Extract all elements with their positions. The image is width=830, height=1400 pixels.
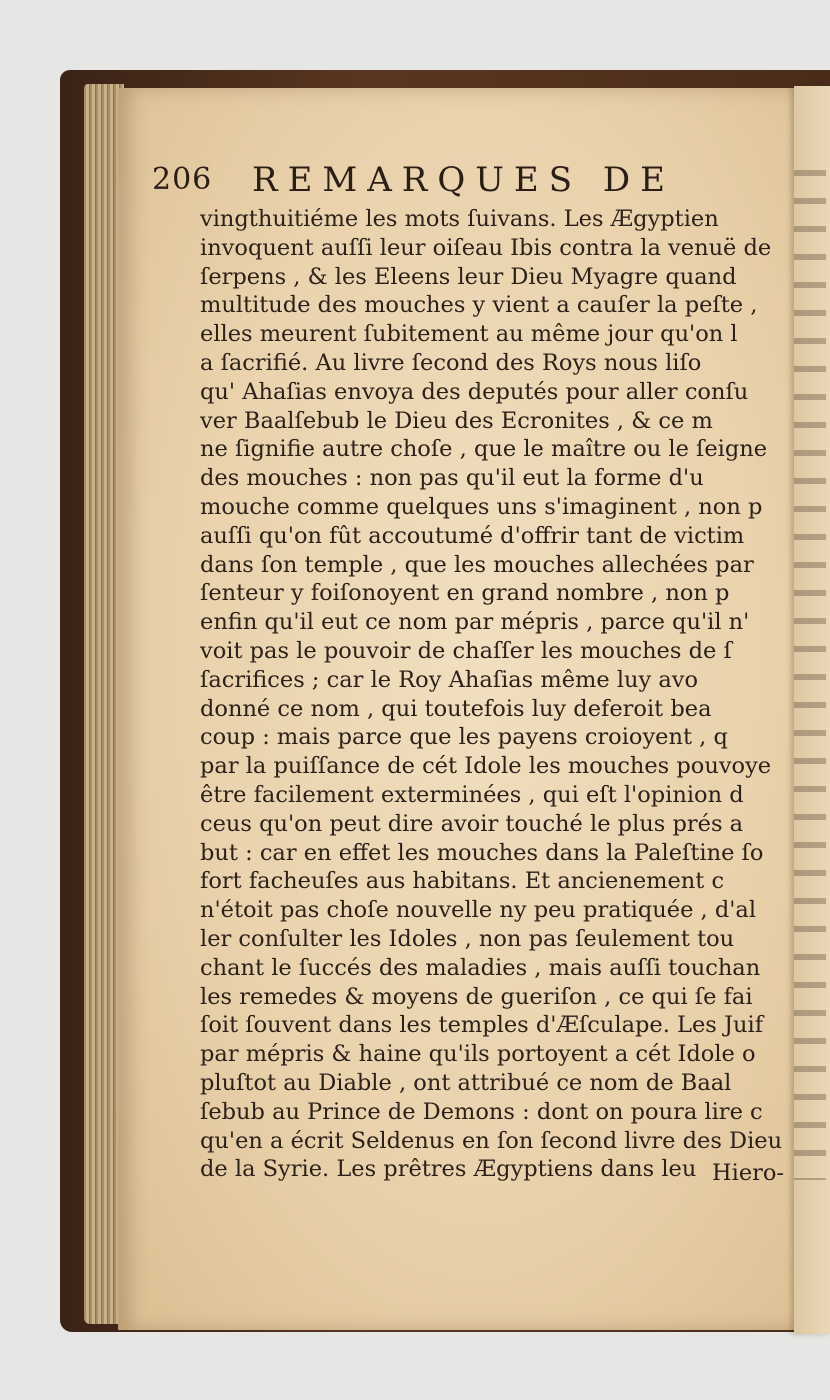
text-line: fort facheuſes aus habitans. Et ancienement c [200,868,725,895]
body-text [200,205,830,1184]
text-line: ceus qu'on peut dire avoir touché le plus prés a [200,810,744,837]
text-line: par mépris & haine qu'ils portoyent a cét Idole o [200,1041,756,1068]
text-line: de la Syrie. Les prêtres Ægyptiens dans leu [200,1156,697,1183]
text-line: des mouches : non pas qu'il eut la forme d'u [200,465,704,492]
running-title: REMARQUES DE [252,160,675,200]
text-line: a ſacrifié. Au livre ſecond des Roys nous liſo [200,349,702,376]
text-line: coup : mais parce que les payens croioyent , q [200,724,728,751]
page-header [152,160,772,204]
text-line: multitude des mouches y vient a cauſer la peſte , [200,292,758,319]
text-line: n'étoit pas choſe nouvelle ny peu pratiquée , d'al [200,897,757,924]
text-line: ne ſignifie autre choſe , que le maître ou le ſeigne [200,436,768,463]
text-line: donné ce nom , qui toutefois luy deferoit bea [200,695,712,722]
text-line: pluſtot au Diable , ont attribué ce nom de Baal [200,1069,732,1096]
text-line: qu'en a écrit Seldenus en ſon ſecond livre des Dieu [200,1127,783,1154]
text-line: les remedes & moyens de gueriſon , ce qui ſe fai [200,983,753,1010]
text-line: par la puiſſance de cét Idole les mouches pouvoye [200,753,772,780]
text-line: ſerpens , & les Eleens leur Dieu Myagre quand [200,263,737,290]
text-line: voit pas le pouvoir de chaſſer les mouches de ſ [200,637,732,664]
catchword: Hiero- [712,1160,785,1186]
text-line: chant le ſuccés des maladies , mais auſſi touchan [200,954,761,981]
text-line: ſenteur y foiſonoyent en grand nombre , non p [200,580,730,607]
text-line: vingthuitiéme les mots ſuivans. Les Ægyptien [200,206,719,232]
text-line: ſacrifices ; car le Roy Ahaſias même luy avo [200,666,699,693]
text-line: être facilement exterminées , qui eſt l'opinion d [200,781,744,808]
page-number: 206 [152,162,213,197]
text-line: auſſi qu'on fût accoutumé d'offrir tant de victim [200,522,745,549]
text-line: dans ſon temple , que les mouches allechées par [200,551,754,578]
text-line: qu' Ahaſias envoya des deputés pour aller conſu [200,378,749,405]
text-line: invoquent auſſi leur oiſeau Ibis contra la venuë de [200,234,772,261]
text-line: ſebub au Prince de Demons : dont on poura lire c [200,1098,763,1125]
facing-page-text-fragments [794,170,826,1180]
text-line: enfin qu'il eut ce nom par mépris , parce qu'il n' [200,609,750,636]
text-line: ſoit ſouvent dans les temples d'Æſculape. Les Juif [200,1012,764,1039]
text-line: elles meurent ſubitement au même jour qu'on l [200,321,738,348]
text-line: ver Baalſebub le Dieu des Ecronites , & ce m [200,407,713,434]
text-line: but : car en effet les mouches dans la Paleſtine ſo [200,839,764,866]
text-line: mouche comme quelques uns s'imaginent , non p [200,493,763,520]
text-line: ler conſulter les Idoles , non pas ſeulement tou [200,925,735,952]
